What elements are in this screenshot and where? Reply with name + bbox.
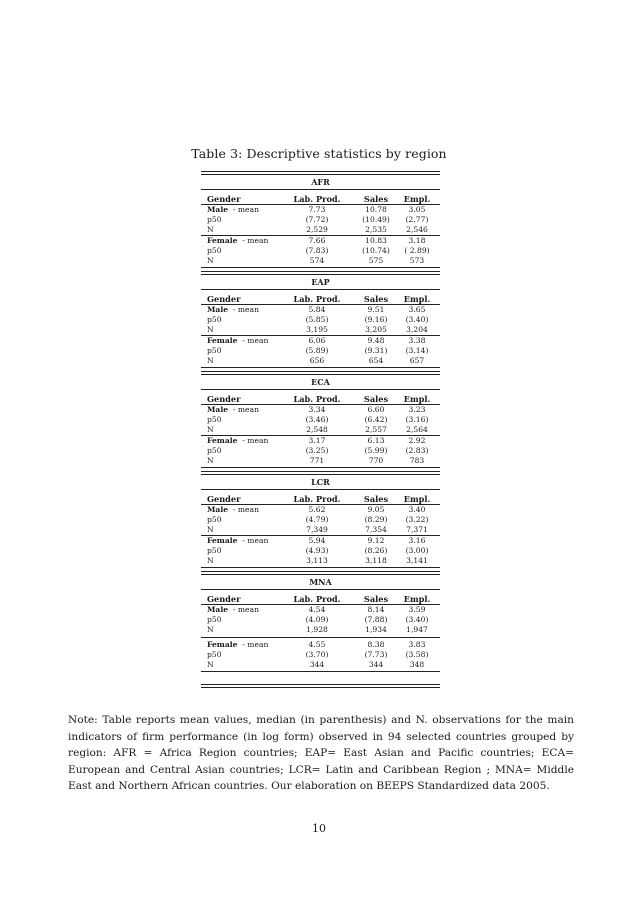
row-label (207, 605, 259, 615)
table-caption: Table 3: Descriptive statistics by region (191, 146, 447, 161)
cell-empl: (3.40) (405, 615, 429, 624)
table-note: Note: Table reports mean values, median (in parenthesis) and N. observations for the main indicators of firm performance (in log form) observed in 94 selected countries grouped by region: AFR = Africa Region countries; EAP= East Asian and Pacific countries; ECA= European and Central Asian countries; LCR= Latin and Caribbean Region ; MNA= Middle East and Northern African countries. Our elaboration on BEEPS Standardized data 2005. (68, 714, 574, 792)
row-label: p50 (207, 346, 222, 355)
cell-empl: ( 2.89) (404, 246, 430, 255)
page-number: 10 (312, 822, 326, 835)
table-rule (201, 267, 440, 268)
table-row (201, 650, 440, 660)
column-header-sales: Sales (363, 494, 389, 504)
cell-lab-prod: 7.73 (308, 205, 326, 214)
table-row (201, 615, 440, 625)
table-row (201, 660, 440, 670)
cell-lab-prod: 3,195 (306, 325, 328, 334)
cell-empl: (3.00) (405, 546, 429, 555)
table-rule (201, 371, 440, 372)
cell-empl: 3.40 (408, 505, 426, 514)
cell-empl: 3,204 (406, 325, 428, 334)
mean-suffix: - mean (237, 336, 269, 345)
row-label (207, 205, 259, 215)
cell-lab-prod: 3,113 (306, 556, 328, 565)
row-label: p50 (207, 446, 222, 455)
column-header-gender: Gender (207, 294, 241, 304)
row-label (207, 405, 259, 415)
cell-lab-prod: 574 (309, 256, 325, 265)
row-label (207, 236, 268, 246)
cell-lab-prod: 5.62 (308, 505, 326, 514)
table-row (201, 325, 440, 335)
table-row (201, 546, 440, 556)
cell-lab-prod: 6.06 (308, 336, 326, 345)
cell-empl: 3.38 (408, 336, 426, 345)
table-rule (201, 471, 440, 472)
row-label: N (207, 325, 214, 334)
cell-sales: 7,354 (365, 525, 387, 534)
cell-lab-prod: (5.85) (305, 315, 329, 324)
row-label: N (207, 356, 214, 365)
column-header-sales: Sales (363, 194, 389, 204)
cell-lab-prod: 5.94 (308, 536, 326, 545)
column-header-sales: Sales (363, 594, 389, 604)
table-rule (201, 174, 440, 175)
column-header-lab-prod: Lab. Prod. (293, 294, 341, 304)
mean-suffix: - mean (228, 605, 259, 614)
male-label: Male (207, 305, 229, 314)
header-row (201, 294, 440, 304)
table-row (201, 215, 440, 225)
cell-empl: 3.18 (408, 236, 426, 245)
male-label: Male (207, 605, 229, 614)
table-row (201, 356, 440, 366)
cell-lab-prod: 2,529 (306, 225, 328, 234)
table-row (201, 525, 440, 535)
table-rule (201, 571, 440, 572)
table-row (201, 605, 440, 615)
cell-lab-prod: (3.46) (305, 415, 329, 424)
region-title: MNA (309, 577, 332, 587)
cell-empl: 3.23 (408, 405, 426, 414)
cell-empl: (2.77) (405, 215, 429, 224)
column-header-empl: Empl. (403, 294, 431, 304)
table-row (201, 305, 440, 315)
row-label: N (207, 525, 214, 534)
table-row (201, 556, 440, 566)
table-rule (201, 467, 440, 468)
cell-sales: (5.99) (364, 446, 388, 455)
table-rule (201, 474, 440, 475)
table-row (201, 236, 440, 246)
row-label: p50 (207, 415, 222, 424)
cell-sales: (8.26) (364, 546, 388, 555)
cell-sales: 575 (368, 256, 384, 265)
table-row (201, 436, 440, 446)
cell-sales: 8.38 (367, 640, 385, 649)
cell-empl: 2,564 (406, 425, 428, 434)
column-header-lab-prod: Lab. Prod. (293, 394, 341, 404)
table-rule (201, 589, 440, 590)
column-header-sales: Sales (363, 294, 389, 304)
column-header-gender: Gender (207, 394, 241, 404)
cell-sales: (8.29) (364, 515, 388, 524)
male-label: Male (207, 205, 229, 214)
table-row (201, 446, 440, 456)
male-label: Male (207, 405, 229, 414)
header-row (201, 594, 440, 604)
header-row (201, 494, 440, 504)
cell-sales: (10.74) (362, 246, 390, 255)
table-row (201, 640, 440, 650)
row-label: p50 (207, 215, 222, 224)
cell-lab-prod: 4.54 (308, 605, 326, 614)
cell-sales: 344 (368, 660, 384, 669)
row-label (207, 505, 259, 515)
cell-lab-prod: (5.89) (305, 346, 329, 355)
row-label: p50 (207, 246, 222, 255)
table-rule (201, 289, 440, 290)
table-row (201, 515, 440, 525)
header-row (201, 394, 440, 404)
cell-sales: (7.88) (364, 615, 388, 624)
table-row (201, 625, 440, 635)
mean-suffix: - mean (228, 305, 259, 314)
cell-lab-prod: (4.09) (305, 615, 329, 624)
cell-sales: 6.13 (367, 436, 385, 445)
column-header-empl: Empl. (403, 194, 431, 204)
column-header-lab-prod: Lab. Prod. (293, 594, 341, 604)
column-header-lab-prod: Lab. Prod. (293, 194, 341, 204)
mean-suffix: - mean (228, 505, 259, 514)
region-title: AFR (311, 177, 330, 187)
table-row (201, 505, 440, 515)
table-rule (201, 374, 440, 375)
cell-empl: (3.16) (405, 415, 429, 424)
column-header-empl: Empl. (403, 594, 431, 604)
table-row (201, 536, 440, 546)
cell-lab-prod: (4.93) (305, 546, 329, 555)
cell-sales: (10.49) (362, 215, 390, 224)
cell-lab-prod: 1,928 (306, 625, 328, 634)
table-rule (201, 574, 440, 575)
cell-lab-prod: (3.70) (305, 650, 329, 659)
table-row (201, 415, 440, 425)
cell-lab-prod: 344 (309, 660, 325, 669)
cell-lab-prod: 5.84 (308, 305, 326, 314)
cell-lab-prod: 7.66 (308, 236, 326, 245)
column-header-gender: Gender (207, 194, 241, 204)
cell-empl: 783 (409, 456, 425, 465)
cell-lab-prod: 3.34 (308, 405, 326, 414)
cell-sales: 1,934 (365, 625, 387, 634)
region-title: EAP (311, 277, 330, 287)
row-label: N (207, 556, 214, 565)
row-label (207, 305, 259, 315)
row-label: p50 (207, 546, 222, 555)
cell-sales: 8.14 (367, 605, 385, 614)
region-title: LCR (311, 477, 330, 487)
mean-suffix: - mean (237, 436, 269, 445)
cell-sales: 2,557 (365, 425, 387, 434)
female-label: Female (207, 640, 238, 649)
cell-sales: 3,205 (365, 325, 387, 334)
table-row (201, 315, 440, 325)
cell-lab-prod: 771 (309, 456, 325, 465)
row-label: p50 (207, 515, 222, 524)
table-rule (201, 271, 440, 272)
cell-sales: 9.51 (367, 305, 385, 314)
column-header-sales: Sales (363, 394, 389, 404)
cell-sales: 9.05 (367, 505, 385, 514)
male-label: Male (207, 505, 229, 514)
cell-empl: 657 (409, 356, 425, 365)
table-rule (201, 171, 440, 172)
table-rule (201, 189, 440, 190)
cell-empl: 573 (409, 256, 425, 265)
cell-sales: 2,535 (365, 225, 387, 234)
cell-empl: 3.16 (408, 536, 426, 545)
cell-lab-prod: (3.25) (305, 446, 329, 455)
cell-lab-prod: 4.55 (308, 640, 326, 649)
table-row (201, 256, 440, 266)
cell-empl: 1,947 (406, 625, 428, 634)
cell-sales: 6.60 (367, 405, 385, 414)
cell-empl: 348 (409, 660, 425, 669)
table-bottom-rule (201, 684, 440, 685)
cell-empl: 7,371 (406, 525, 428, 534)
cell-empl: 3.65 (408, 305, 426, 314)
row-label: N (207, 225, 214, 234)
mean-suffix: - mean (237, 640, 269, 649)
table-row (201, 405, 440, 415)
cell-empl: (2.83) (405, 446, 429, 455)
cell-sales: 10.78 (365, 205, 387, 214)
female-label: Female (207, 436, 238, 445)
header-row (201, 194, 440, 204)
table-row (201, 346, 440, 356)
row-label (207, 436, 268, 446)
table-rule (201, 671, 440, 672)
cell-sales: (6.42) (364, 415, 388, 424)
table-rule (201, 389, 440, 390)
table-row (201, 456, 440, 466)
cell-sales: (7.73) (364, 650, 388, 659)
row-label: N (207, 256, 214, 265)
cell-sales: (9.16) (364, 315, 388, 324)
cell-lab-prod: 2,548 (306, 425, 328, 434)
row-label: N (207, 625, 214, 634)
cell-lab-prod: (7.72) (305, 215, 329, 224)
cell-sales: (9.31) (364, 346, 388, 355)
table-row (201, 205, 440, 215)
row-label (207, 336, 268, 346)
table-rule (201, 567, 440, 568)
cell-sales: 654 (368, 356, 384, 365)
cell-empl: 3.05 (408, 205, 426, 214)
cell-empl: (3.40) (405, 315, 429, 324)
cell-empl: 3.59 (408, 605, 426, 614)
cell-empl: 3,141 (406, 556, 428, 565)
table-row (201, 336, 440, 346)
column-header-gender: Gender (207, 594, 241, 604)
row-label: p50 (207, 650, 222, 659)
mean-suffix: - mean (228, 205, 259, 214)
cell-lab-prod: (4.79) (305, 515, 329, 524)
row-label: N (207, 456, 214, 465)
cell-empl: (3.14) (405, 346, 429, 355)
cell-lab-prod: 656 (309, 356, 325, 365)
cell-sales: 9.12 (367, 536, 385, 545)
cell-empl: 3.83 (408, 640, 426, 649)
row-label (207, 640, 268, 650)
table-rule (201, 274, 440, 275)
cell-empl: (3.58) (405, 650, 429, 659)
row-label: N (207, 425, 214, 434)
row-label (207, 536, 268, 546)
table-row (201, 425, 440, 435)
table-rule (201, 489, 440, 490)
cell-empl: 2,546 (406, 225, 428, 234)
cell-empl: (3.22) (405, 515, 429, 524)
female-label: Female (207, 336, 238, 345)
row-label: p50 (207, 615, 222, 624)
female-label: Female (207, 236, 238, 245)
cell-sales: 3,118 (365, 556, 387, 565)
cell-empl: 2.92 (408, 436, 426, 445)
mean-suffix: - mean (237, 536, 269, 545)
cell-lab-prod: 3.17 (308, 436, 326, 445)
table-bottom-rule (201, 687, 440, 688)
row-label: p50 (207, 315, 222, 324)
column-header-lab-prod: Lab. Prod. (293, 494, 341, 504)
cell-lab-prod: 7,349 (306, 525, 328, 534)
row-label: N (207, 660, 214, 669)
column-header-empl: Empl. (403, 394, 431, 404)
table-row (201, 225, 440, 235)
mean-suffix: - mean (228, 405, 259, 414)
cell-sales: 10.83 (365, 236, 387, 245)
table-rule (201, 367, 440, 368)
column-header-empl: Empl. (403, 494, 431, 504)
cell-sales: 9.48 (367, 336, 385, 345)
cell-sales: 770 (368, 456, 384, 465)
table-rule (201, 637, 440, 638)
mean-suffix: - mean (237, 236, 269, 245)
region-title: ECA (311, 377, 330, 387)
female-label: Female (207, 536, 238, 545)
table-row (201, 246, 440, 256)
cell-lab-prod: (7.83) (305, 246, 329, 255)
column-header-gender: Gender (207, 494, 241, 504)
